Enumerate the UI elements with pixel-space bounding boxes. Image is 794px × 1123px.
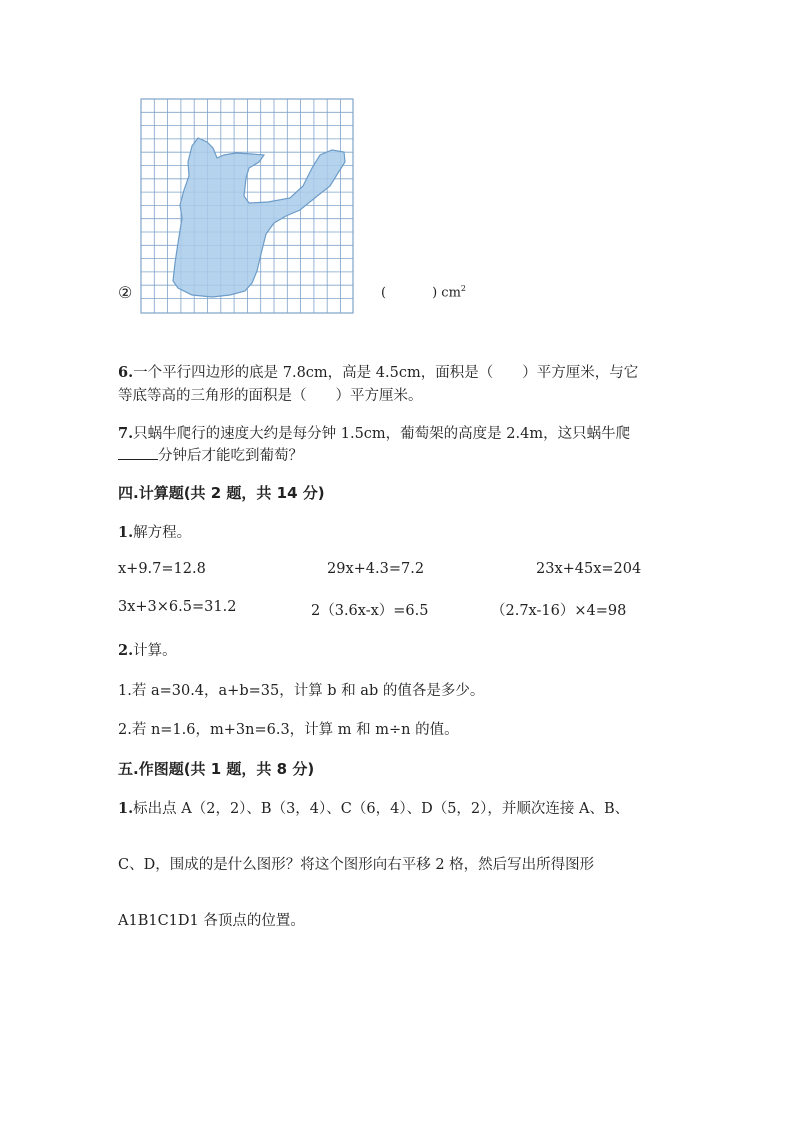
section-5-question-1-line-1 [118, 797, 629, 818]
area-answer-blank[interactable] [381, 284, 466, 300]
section-5-text-2: C、D，围成的是什么图形？将这个图形向右平移 2 格，然后写出所得图形 [118, 857, 595, 873]
question-2-number: 2. [118, 642, 134, 659]
question-6-text-2: 等底等高的三角形的面积是（ ）平方厘米。 [118, 388, 423, 404]
question-7-line-1 [118, 422, 630, 443]
paren-close: ) [432, 285, 438, 301]
equation-4: 3x+3×6.5=31.2 [118, 599, 237, 615]
answer-blank[interactable] [118, 459, 158, 460]
equation-6: （2.7x-16）×4=98 [491, 603, 627, 619]
equation-1: x+9.7=12.8 [118, 561, 206, 577]
question-1-text: 解方程。 [133, 525, 192, 541]
section-5-question-number: 1. [118, 800, 134, 817]
equation-2: 29x+4.3=7.2 [327, 561, 425, 577]
question-7-text-1: 只蜗牛爬行的速度大约是每分钟 1.5cm，葡萄架的高度是 2.4m，这只蜗牛爬 [133, 426, 631, 442]
section-4-title: 四.计算题(共 2 题，共 14 分) [118, 484, 325, 502]
grid-area-figure [140, 98, 354, 314]
question-6-text-1: 一个平行四边形的底是 7.8cm，高是 4.5cm，面积是（ ）平方厘米，与它 [133, 365, 639, 381]
section-5-text-1: 标出点 A（2，2）、B（3，4）、C（6，4）、D（5，2），并顺次连接 A、B、 [133, 801, 630, 817]
question-7-text-2: 分钟后才能吃到葡萄？ [158, 448, 303, 464]
question-6-number: 6. [118, 364, 134, 381]
section-4-question-2 [118, 639, 177, 660]
question-7-number: 7. [118, 425, 134, 442]
section-5-title: 五.作图题(共 1 题，共 8 分) [118, 760, 315, 778]
question-2-text: 计算。 [133, 643, 177, 659]
question-7-line-2 [118, 444, 303, 465]
question-1-number: 1. [118, 524, 134, 541]
equation-3: 23x+45x=204 [536, 561, 642, 577]
section-5-text-3: A1B1C1D1 各顶点的位置。 [118, 913, 305, 929]
unit-superscript: 2 [460, 284, 466, 293]
question-6-line-1 [118, 361, 638, 382]
sub-question-1: 1.若 a=30.4，a+b=35，计算 b 和 ab 的值各是多少。 [118, 683, 485, 699]
equation-5: 2（3.6x-x）=6.5 [311, 603, 429, 619]
unit-label: cm [441, 285, 461, 301]
paren-open: ( [381, 285, 387, 301]
figure-marker: ② [118, 283, 133, 302]
sub-question-2: 2.若 n=1.6，m+3n=6.3，计算 m 和 m÷n 的值。 [118, 722, 459, 738]
section-4-question-1 [118, 521, 191, 542]
